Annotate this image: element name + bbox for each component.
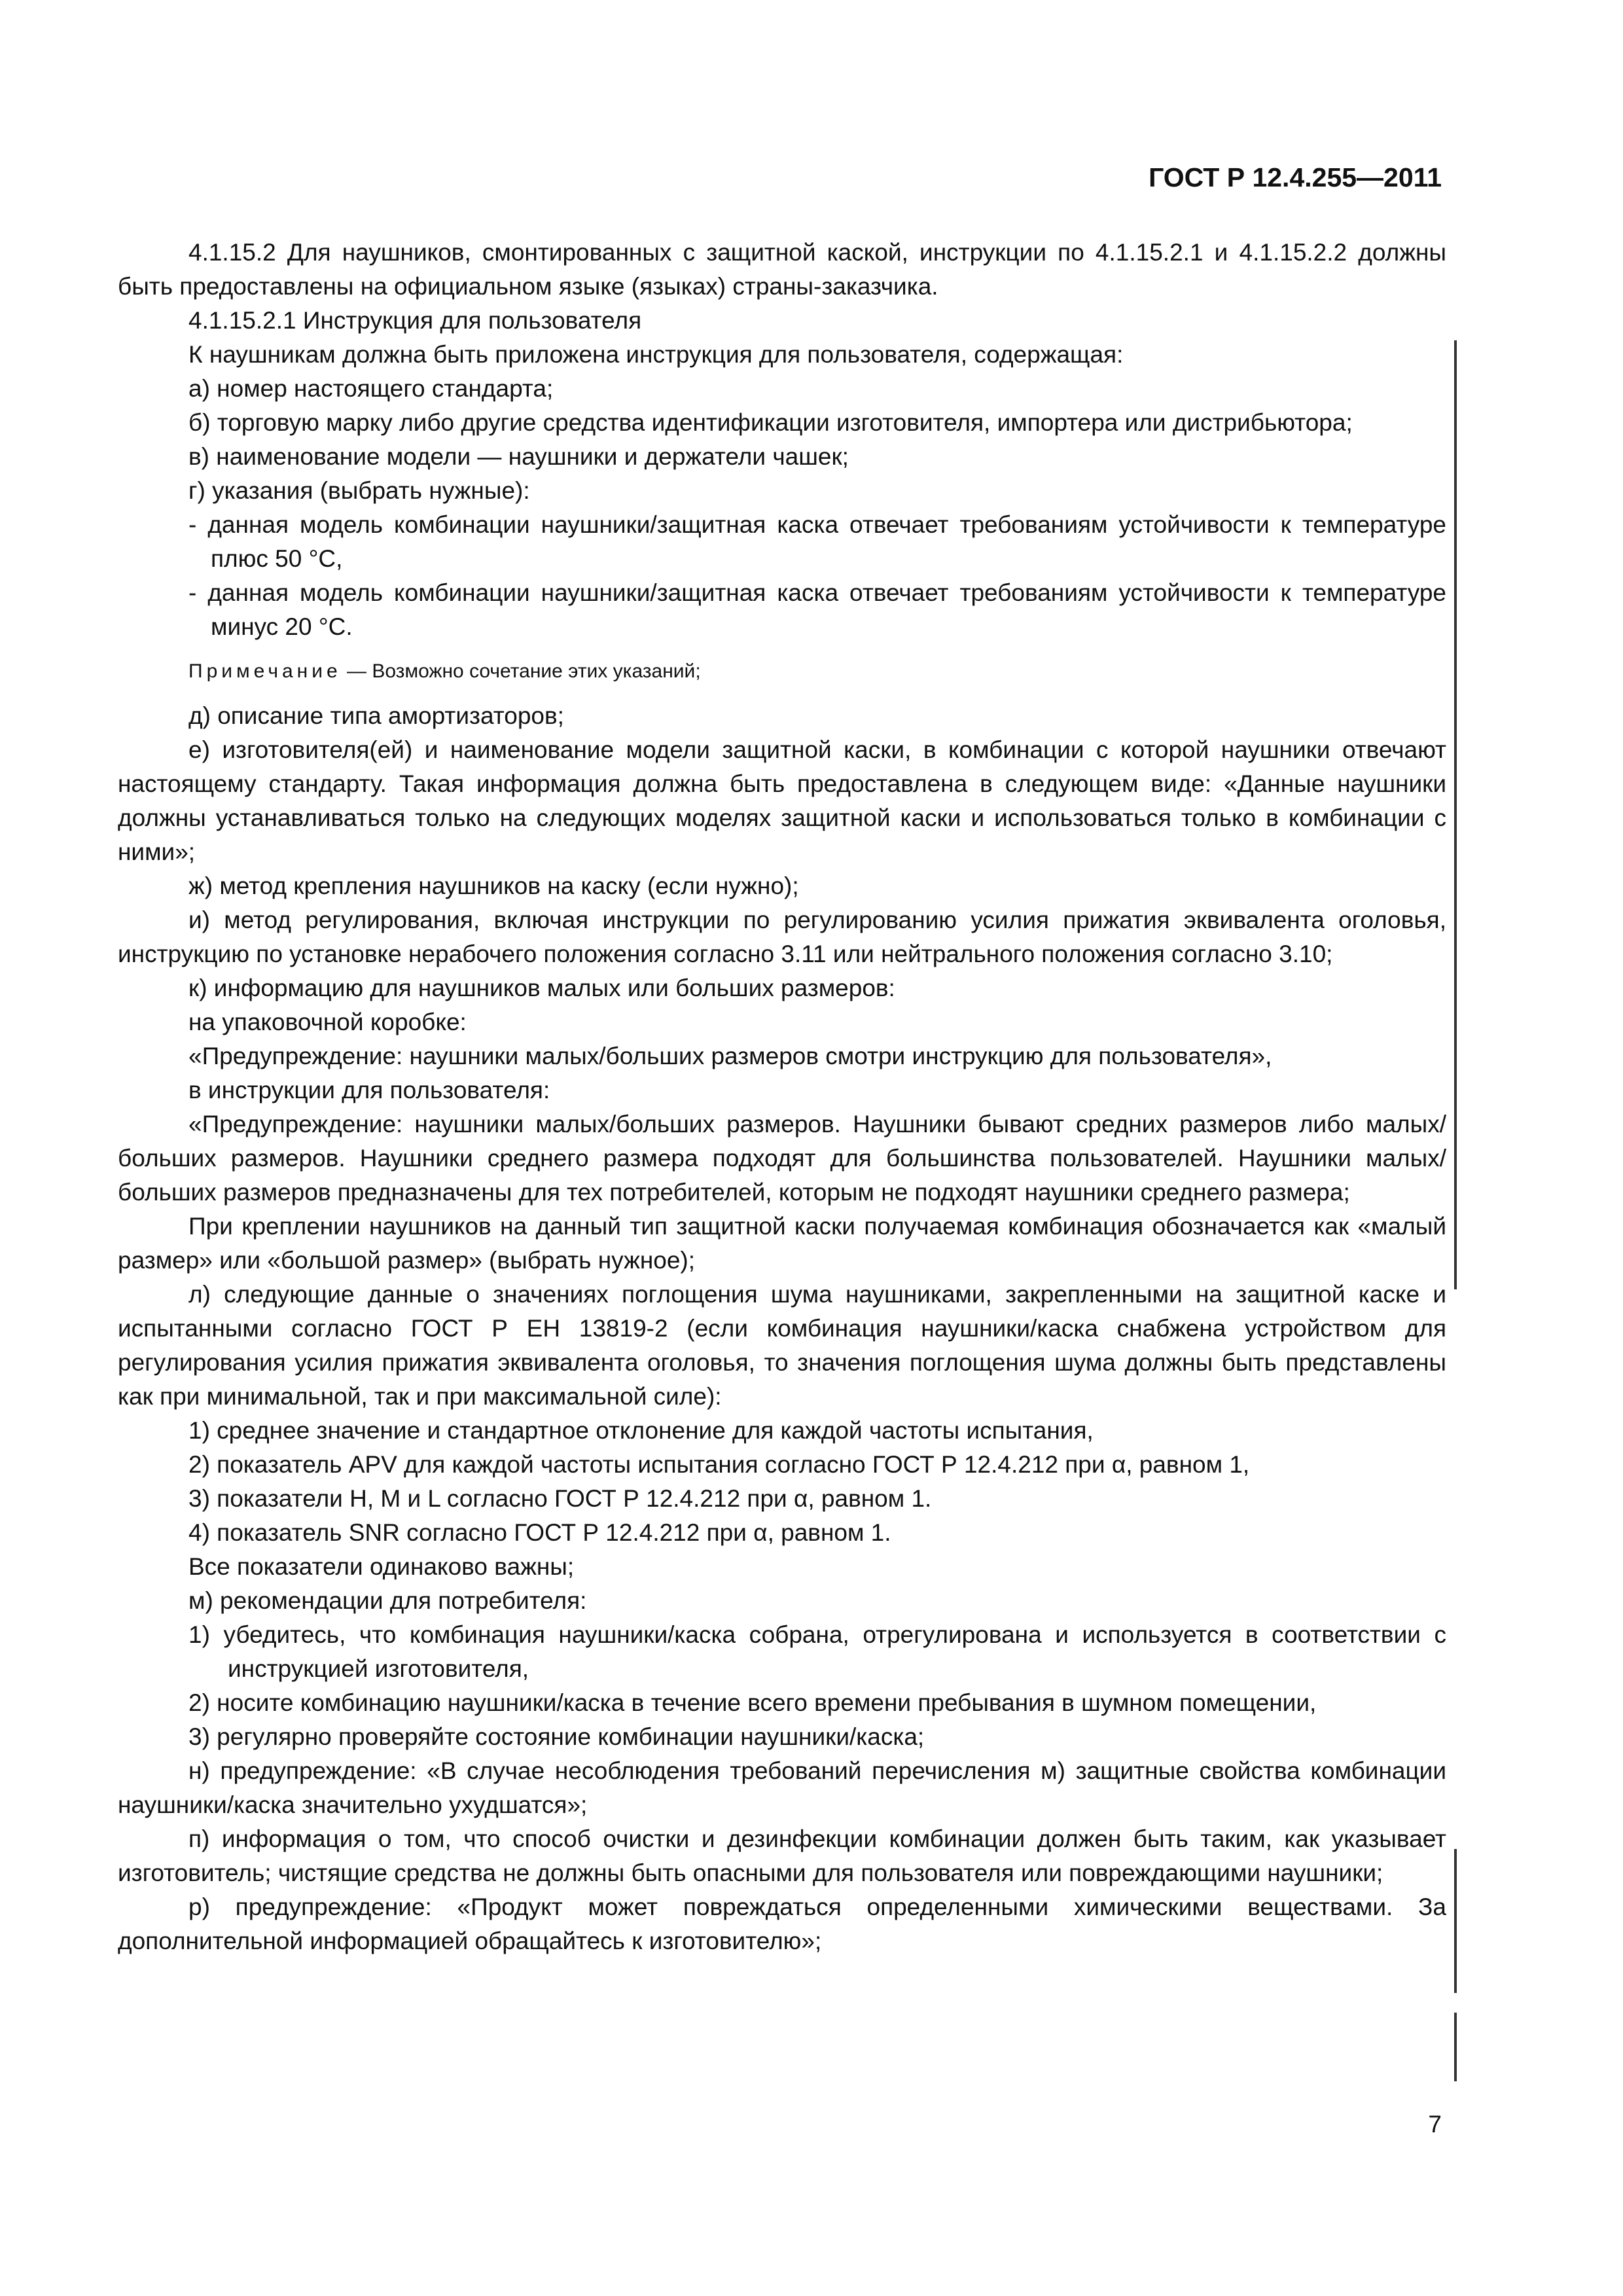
paragraph-intro: К наушникам должна быть приложена инструкция для пользователя, содержащая: bbox=[188, 341, 1124, 368]
list-item-b: б) торговую марку либо другие средства идентификации изготовителя, импортера или дистрибьютора; bbox=[188, 409, 1353, 436]
packaging-warning: «Предупреждение: наушники малых/больших размеров смотри инструкцию для пользователя», bbox=[188, 1043, 1272, 1069]
list-item-l: л) следующие данные о значениях поглощения шума наушниками, закрепленными на защитной каске и испытанными согласно ГОСТ Р ЕН 13819-2 (если комбинация наушники/каска снабжена устройством для регулирования усилия прижатия эквивалента оголовья, то значения поглощения шума должны быть представлены как при минимальной, так и при максимальной силе): bbox=[118, 1281, 1446, 1410]
recommendation-3: 3) регулярно проверяйте состояние комбинации наушники/каска; bbox=[188, 1723, 925, 1750]
numbered-item-2: 2) показатель APV для каждой частоты испытания согласно ГОСТ Р 12.4.212 при α, равном 1, bbox=[188, 1451, 1250, 1478]
list-item-zh: ж) метод крепления наушников на каску (если нужно); bbox=[188, 872, 799, 899]
document-header: ГОСТ Р 12.4.255—2011 bbox=[1149, 162, 1442, 192]
list-item-i: и) метод регулирования, включая инструкции по регулированию усилия прижатия эквивалента оголовья, инструкцию по установке нерабочего положения согласно 3.11 или нейтрального положения согласно 3.10; bbox=[118, 906, 1446, 967]
user-instruction-warning: «Предупреждение: наушники малых/больших размеров. Наушники бывают средних размеров либо малых/больших размеров. Наушники среднего размера подходят для большинства пользователей. Наушники малых/больших размеров предназначены для тех потребителей, которым не подходят наушники среднего размера; bbox=[118, 1111, 1446, 1206]
numbered-item-1: 1) среднее значение и стандартное отклонение для каждой частоты испытания, bbox=[188, 1417, 1094, 1444]
list-item-p: п) информация о том, что способ очистки и дезинфекции комбинации должен быть таким, как указывает изготовитель; чистящие средства не должны быть опасными для пользователя или повреждающими наушники; bbox=[118, 1825, 1446, 1886]
paragraph-4-1-15-2: 4.1.15.2 Для наушников, смонтированных с защитной каской, инструкции по 4.1.15.2.1 и 4.1.15.2.2 должны быть предоставлены на официальном языке (языках) страны-заказчика. bbox=[118, 239, 1446, 300]
recommendation-2: 2) носите комбинацию наушники/каска в течение всего времени пребывания в шумном помещении, bbox=[188, 1689, 1317, 1716]
recommendation-1: 1) убедитесь, что комбинация наушники/каска собрана, отрегулирована и используется в соответствии с инструкцией изготовителя, bbox=[188, 1621, 1446, 1682]
change-bar-4 bbox=[1454, 2013, 1457, 2081]
list-item-v: в) наименование модели — наушники и держатели чашек; bbox=[188, 443, 849, 470]
change-bar-1 bbox=[1454, 340, 1457, 1289]
user-instruction-label: в инструкции для пользователя: bbox=[188, 1077, 550, 1103]
page-number: 7 bbox=[1428, 2111, 1442, 2138]
list-item-k: к) информацию для наушников малых или больших размеров: bbox=[188, 975, 895, 1001]
note bbox=[118, 657, 1446, 686]
dash-item-plus-50: - данная модель комбинации наушники/защитная каска отвечает требованиям устойчивости к температуре плюс 50 °С, bbox=[188, 511, 1446, 572]
change-bar-2 bbox=[1454, 1849, 1457, 1921]
change-bar-3 bbox=[1454, 1921, 1457, 1993]
numbered-item-4: 4) показатель SNR согласно ГОСТ Р 12.4.212 при α, равном 1. bbox=[188, 1519, 891, 1546]
paragraph-heading-4-1-15-2-1: 4.1.15.2.1 Инструкция для пользователя bbox=[188, 307, 642, 334]
list-item-m: м) рекомендации для потребителя: bbox=[188, 1587, 587, 1614]
document-body bbox=[118, 236, 1446, 1958]
all-indicators-paragraph: Все показатели одинаково важны; bbox=[188, 1553, 575, 1580]
numbered-item-3: 3) показатели H, M и L согласно ГОСТ Р 12.4.212 при α, равном 1. bbox=[188, 1485, 932, 1512]
combination-size-paragraph: При креплении наушников на данный тип защитной каски получаемая комбинация обозначается как «малый размер» или «большой размер» (выбрать нужное); bbox=[118, 1213, 1446, 1274]
list-item-g: г) указания (выбрать нужные): bbox=[188, 477, 530, 504]
list-item-n: н) предупреждение: «В случае несоблюдения требований перечисления м) защитные свойства комбинации наушники/каска значительно ухудшатся»; bbox=[118, 1757, 1446, 1818]
note-text: — Возможно сочетание этих указаний; bbox=[341, 660, 701, 682]
packaging-label: на упаковочной коробке: bbox=[188, 1009, 467, 1035]
note-label: Примечание bbox=[188, 660, 342, 682]
list-item-r: р) предупреждение: «Продукт может повреждаться определенными химическими веществами. За дополнительной информацией обращайтесь к изготовителю»; bbox=[118, 1893, 1446, 1954]
list-item-d: д) описание типа амортизаторов; bbox=[188, 702, 564, 729]
dash-item-minus-20: - данная модель комбинации наушники/защитная каска отвечает требованиям устойчивости к температуре минус 20 °С. bbox=[188, 579, 1446, 640]
list-item-e: е) изготовителя(ей) и наименование модели защитной каски, в комбинации с которой наушники отвечают настоящему стандарту. Такая информация должна быть предоставлена в следующем виде: «Данные наушники должны устанавливаться только на следующих моделях защитной каски и использоваться только в комбинации с ними»; bbox=[118, 736, 1446, 865]
list-item-a: а) номер настоящего стандарта; bbox=[188, 375, 554, 402]
